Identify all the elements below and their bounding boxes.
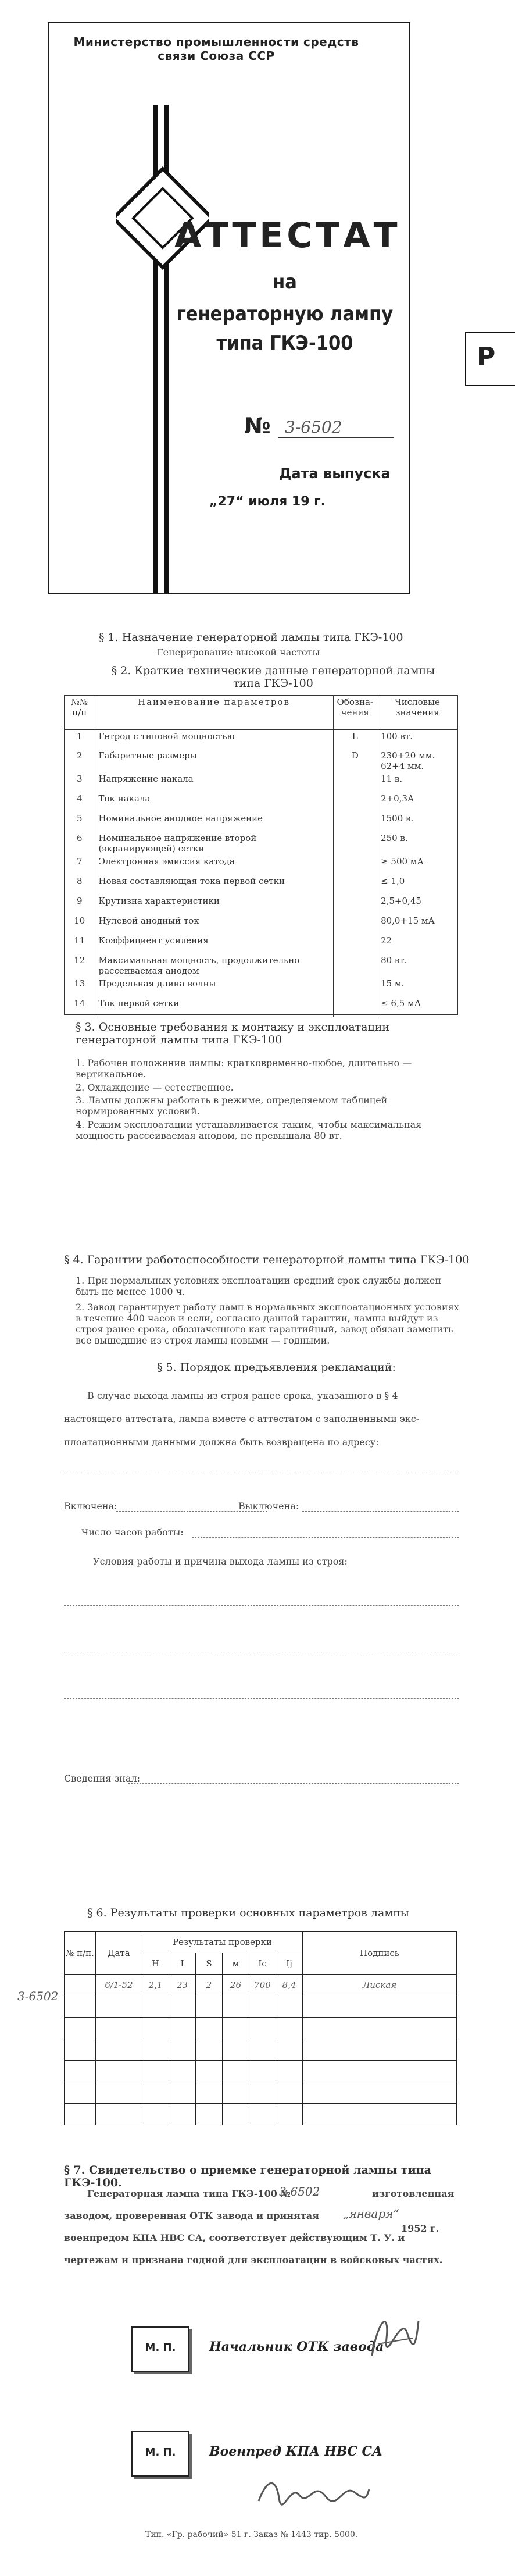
params-cell-value: 22: [377, 934, 457, 954]
section-3-item-4: 4. Режим эксплоатации устанавливается таким, чтобы максимальная мощность рассеиваемая анодом, не превышала 80 вт.: [76, 1119, 422, 1141]
military-signature: [256, 2472, 372, 2513]
params-cell-value: 15 м.: [377, 977, 457, 997]
results-param-header: Ic: [249, 1953, 276, 1975]
switched-off-label: Выключена:: [238, 1501, 299, 1512]
results-cell-empty[interactable]: [96, 1996, 142, 2018]
results-value-s: 2: [196, 1975, 223, 1996]
section-3-item-2: 2. Охлаждение — естественное.: [76, 1082, 234, 1093]
params-cell-symbol: [333, 792, 377, 812]
params-row: [65, 997, 457, 1017]
results-cell-empty[interactable]: [196, 2039, 223, 2061]
results-cell-empty[interactable]: [249, 2061, 276, 2082]
params-cell-num: 4: [76, 793, 83, 804]
params-cell-num: 3: [76, 774, 83, 784]
params-cell-num: 6: [76, 833, 83, 843]
stamp-label-military: М. П.: [145, 2446, 176, 2459]
cover-line-lamp: генераторную лампу: [176, 302, 394, 326]
results-cell-empty[interactable]: [65, 2061, 96, 2082]
section-7-lamp-number: 3-6502: [279, 2185, 320, 2199]
params-cell-name: Габаритные размеры: [95, 749, 333, 772]
params-cell-symbol: [333, 934, 377, 954]
params-cell-num: 13: [74, 978, 85, 989]
section-4-p2: 2. Завод гарантирует работу ламп в нормальных эксплоатационных условиях в течение 400 часов и если, согласно данной гарантии, лампы выйдут из строя ранее срока, обозначенного как гарантийный, завод обязан заменить все вышедшие из строя лампы новыми — годными.: [76, 1302, 459, 1346]
params-cell-num: 7: [76, 856, 83, 867]
params-cell-value: 250 в.: [377, 832, 457, 855]
params-col-num: №№ п/п: [65, 696, 95, 729]
params-cell-name: Предельная длина волны: [95, 977, 333, 997]
cover-title: АТТЕСТАТ: [174, 215, 401, 256]
params-cell-num: 12: [74, 955, 85, 965]
cover-line-na: на: [273, 270, 297, 294]
params-table: [65, 696, 457, 1017]
results-value-i: 23: [169, 1975, 196, 1996]
side-serial-number: 3-6502: [17, 1989, 59, 2003]
switched-on-label: Включена:: [64, 1501, 117, 1512]
params-cell-name: Напряжение накала: [95, 772, 333, 792]
otk-chief-label: Начальник ОТК завода: [209, 2339, 384, 2354]
results-col-num: № п/п.: [65, 1932, 96, 1975]
params-cell-symbol: [333, 772, 377, 792]
params-cell-name: Ток первой сетки: [95, 997, 333, 1017]
results-param-header: Ij: [276, 1953, 303, 1975]
results-value-m: 26: [223, 1975, 249, 1996]
results-cell-empty[interactable]: [303, 2061, 457, 2082]
results-cell-empty[interactable]: [142, 2018, 169, 2039]
side-tab: [465, 332, 515, 386]
results-cell-empty[interactable]: [303, 2104, 457, 2125]
results-cell-empty[interactable]: [276, 2039, 303, 2061]
results-cell-empty[interactable]: [96, 2018, 142, 2039]
results-cell-empty[interactable]: [196, 2018, 223, 2039]
params-cell-value: 100 вт.: [377, 729, 457, 749]
results-cell-empty[interactable]: [303, 2018, 457, 2039]
params-cell-symbol: [333, 914, 377, 934]
results-row-empty: [65, 2104, 457, 2125]
params-table-frame: [64, 695, 458, 1015]
results-cell-empty[interactable]: [169, 2061, 196, 2082]
section-5-title: § 5. Порядок предъявления рекламаций:: [157, 1361, 396, 1374]
params-cell-symbol: [333, 875, 377, 895]
params-row: [65, 832, 457, 855]
section-7-line-4: чертежам и признана годной для эксплоатации в войсковых частях.: [64, 2254, 443, 2265]
params-cell-name: Максимальная мощность, продолжительно рассеиваемая анодом: [95, 954, 333, 977]
results-param-header: H: [142, 1953, 169, 1975]
section-7-line-3a: военпредом КПА НВС СА, соответствует действующим Т. У. и: [64, 2232, 405, 2243]
results-cell-empty[interactable]: [65, 2039, 96, 2061]
results-cell-empty[interactable]: [65, 2082, 96, 2104]
params-cell-symbol: [333, 895, 377, 914]
stamp-label-otk: М. П.: [145, 2342, 176, 2354]
results-cell-empty[interactable]: [96, 2082, 142, 2104]
params-row: [65, 729, 457, 749]
params-cell-num: 10: [74, 915, 85, 926]
section-4-p1: 1. При нормальных условиях эксплоатации средний срок службы должен быть не менее 1000 ч.: [76, 1275, 441, 1297]
conditions-label: Условия работы и причина выхода лампы из строя:: [93, 1556, 348, 1567]
params-row: [65, 977, 457, 997]
results-row-date: 6/1-52: [96, 1975, 142, 1996]
params-cell-value: ≥ 500 мА: [377, 855, 457, 875]
params-row: [65, 812, 457, 832]
conditions-line-3[interactable]: [64, 1698, 459, 1699]
results-row-empty: [65, 2082, 457, 2104]
results-cell-empty[interactable]: [169, 2082, 196, 2104]
section-5-p3: плоатационными данными должна быть возвращена по адресу:: [64, 1437, 379, 1448]
results-row-num: [65, 1975, 96, 1996]
params-row: [65, 914, 457, 934]
results-cell-empty[interactable]: [169, 1996, 196, 2018]
results-cell-empty[interactable]: [196, 2061, 223, 2082]
results-cell-empty[interactable]: [223, 1996, 249, 2018]
results-cell-empty[interactable]: [249, 1996, 276, 2018]
results-cell-empty[interactable]: [223, 2061, 249, 2082]
results-row-empty: [65, 2061, 457, 2082]
params-row: [65, 934, 457, 954]
results-cell-empty[interactable]: [96, 2039, 142, 2061]
results-row-sign: Лиская: [303, 1975, 457, 1996]
cover-number-value: 3-6502: [285, 418, 342, 437]
params-cell-value: 11 в.: [377, 772, 457, 792]
params-cell-symbol: L: [333, 729, 377, 749]
params-cell-value: 80,0+15 мА: [377, 914, 457, 934]
results-cell-empty[interactable]: [303, 2082, 457, 2104]
section-2-title: § 2. Краткие технические данные генераторной лампы типа ГКЭ-100: [111, 664, 435, 690]
section-4-title: § 4. Гарантии работоспособности генераторной лампы типа ГКЭ-100: [64, 1253, 470, 1266]
results-col-date: Дата: [96, 1932, 142, 1975]
results-cell-empty[interactable]: [276, 2018, 303, 2039]
params-col-symbol: Обозна-чения: [333, 696, 377, 729]
params-cell-value: 2+0,3А: [377, 792, 457, 812]
params-cell-value: 80 вт.: [377, 954, 457, 977]
results-col-results: Результаты проверки: [142, 1932, 303, 1953]
section-5-p2: настоящего аттестата, лампа вместе с аттестатом с заполненными экс-: [64, 1413, 420, 1424]
params-row: [65, 954, 457, 977]
results-cell-empty[interactable]: [142, 2104, 169, 2125]
section-3-title: § 3. Основные требования к монтажу и эксплоатации генераторной лампы типа ГКЭ-100: [76, 1021, 390, 1046]
params-row: [65, 895, 457, 914]
results-cell-empty[interactable]: [249, 2018, 276, 2039]
results-cell-empty[interactable]: [249, 2039, 276, 2061]
results-cell-empty[interactable]: [303, 1996, 457, 2018]
params-cell-value: ≤ 6,5 мА: [377, 997, 457, 1017]
results-value-ij: 8,4: [276, 1975, 303, 1996]
results-row-filled: [65, 1975, 457, 1996]
results-cell-empty[interactable]: [249, 2104, 276, 2125]
results-cell-empty[interactable]: [96, 2104, 142, 2125]
params-cell-num: 5: [76, 813, 83, 824]
params-cell-symbol: [333, 855, 377, 875]
params-cell-num: 8: [76, 876, 83, 886]
params-cell-name: Электронная эмиссия катода: [95, 855, 333, 875]
cover-number-line: [278, 437, 394, 438]
section-6-title: § 6. Результаты проверки основных параметров лампы: [87, 1907, 409, 1919]
results-value-h: 2,1: [142, 1975, 169, 1996]
params-cell-name: Нулевой анодный ток: [95, 914, 333, 934]
results-cell-empty[interactable]: [249, 2082, 276, 2104]
params-cell-value: 1500 в.: [377, 812, 457, 832]
params-row: [65, 772, 457, 792]
results-row-empty: [65, 2018, 457, 2039]
cover-line-type: типа ГКЭ-100: [216, 332, 353, 355]
results-cell-empty[interactable]: [223, 2104, 249, 2125]
results-row-empty: [65, 2039, 457, 2061]
results-value-ic: 700: [249, 1975, 276, 1996]
params-cell-num: 1: [76, 731, 83, 742]
params-cell-num: 14: [74, 998, 85, 1009]
params-cell-num: 2: [76, 750, 83, 761]
params-cell-name: Номинальное анодное напряжение: [95, 812, 333, 832]
results-cell-empty[interactable]: [196, 2104, 223, 2125]
params-cell-name: Гетрод с типовой мощностью: [95, 729, 333, 749]
results-cell-empty[interactable]: [223, 2039, 249, 2061]
section-1-title: § 1. Назначение генераторной лампы типа ГКЭ-100: [99, 631, 403, 644]
section-7-title: § 7. Свидетельство о приемке генераторной лампы типа ГКЭ-100.: [64, 2164, 431, 2189]
results-cell-empty[interactable]: [276, 2104, 303, 2125]
results-cell-empty[interactable]: [142, 1996, 169, 2018]
results-cell-empty[interactable]: [169, 2104, 196, 2125]
results-cell-empty[interactable]: [142, 2082, 169, 2104]
results-param-header: S: [196, 1953, 223, 1975]
cover-ministry: Министерство промышленности средств связи Союза ССР: [73, 35, 359, 63]
results-cell-empty[interactable]: [196, 1996, 223, 2018]
results-cell-empty[interactable]: [142, 2061, 169, 2082]
params-cell-name: Номинальное напряжение второй (экранирующей) сетки: [95, 832, 333, 855]
params-cell-symbol: [333, 832, 377, 855]
results-cell-empty[interactable]: [196, 2082, 223, 2104]
info-field[interactable]: [128, 1783, 459, 1784]
results-cell-empty[interactable]: [169, 2039, 196, 2061]
params-cell-symbol: D: [333, 749, 377, 772]
results-table: [64, 1931, 457, 2125]
switched-off-field[interactable]: [302, 1511, 459, 1512]
section-7-line-2a: заводом, проверенная ОТК завода и принятая: [64, 2210, 319, 2221]
params-cell-num: 11: [74, 935, 85, 946]
params-cell-name: Ток накала: [95, 792, 333, 812]
side-tab-letter: Р: [477, 342, 496, 372]
params-cell-num: 9: [76, 896, 83, 906]
params-cell-name: Новая составляющая тока первой сетки: [95, 875, 333, 895]
results-cell-empty[interactable]: [223, 2018, 249, 2039]
section-7-accept-date: „января“: [343, 2207, 399, 2221]
otk-signature: [360, 2303, 424, 2367]
footer-imprint: Тип. «Гр. рабочий» 51 г. Заказ № 1443 тир. 5000.: [145, 2530, 358, 2539]
params-cell-symbol: [333, 954, 377, 977]
params-cell-name: Коэффициент усиления: [95, 934, 333, 954]
results-cell-empty[interactable]: [65, 2018, 96, 2039]
results-row-empty: [65, 1996, 457, 2018]
hours-field[interactable]: [192, 1537, 459, 1538]
params-row: [65, 855, 457, 875]
results-param-header: м: [223, 1953, 249, 1975]
results-param-header: I: [169, 1953, 196, 1975]
hours-label: Число часов работы:: [81, 1527, 184, 1538]
info-label: Сведения знал:: [64, 1773, 141, 1784]
stamp-box-otk: [131, 2326, 189, 2372]
section-7-line-1b: изготовленная: [372, 2188, 455, 2199]
results-cell-empty[interactable]: [65, 2104, 96, 2125]
results-col-sign: Подпись: [303, 1932, 457, 1975]
results-cell-empty[interactable]: [223, 2082, 249, 2104]
section-5-p1: В случае выхода лампы из строя ранее срока, указанного в § 4: [87, 1390, 398, 1401]
params-col-value: Числовые значения: [377, 696, 457, 729]
results-cell-empty[interactable]: [276, 2082, 303, 2104]
params-cell-value: 230+20 мм. 62+4 мм.: [377, 749, 457, 772]
params-row: [65, 875, 457, 895]
params-cell-symbol: [333, 997, 377, 1017]
section-1-subtitle: Генерирование высокой частоты: [157, 647, 320, 658]
section-3-item-3: 3. Лампы должны работать в режиме, определяемом таблицей нормированных условий.: [76, 1095, 388, 1117]
results-cell-empty[interactable]: [65, 1996, 96, 2018]
section-3-item-1: 1. Рабочее положение лампы: кратковременно-любое, длительно — вертикальное.: [76, 1057, 412, 1079]
params-cell-symbol: [333, 812, 377, 832]
section-7-year: 1952 г.: [401, 2223, 439, 2234]
cover-number-label: №: [244, 413, 271, 439]
params-cell-name: Крутизна характеристики: [95, 895, 333, 914]
params-row: [65, 749, 457, 772]
section-7-line-1a: Генераторная лампа типа ГКЭ-100 №: [87, 2188, 291, 2199]
conditions-line-1[interactable]: [64, 1605, 459, 1606]
results-cell-empty[interactable]: [276, 1996, 303, 2018]
params-cell-value: 2,5+0,45: [377, 895, 457, 914]
params-cell-value: ≤ 1,0: [377, 875, 457, 895]
military-rep-label: Военпред КПА НВС СА: [209, 2444, 382, 2459]
results-cell-empty[interactable]: [303, 2039, 457, 2061]
params-row: [65, 792, 457, 812]
results-cell-empty[interactable]: [142, 2039, 169, 2061]
results-cell-empty[interactable]: [276, 2061, 303, 2082]
params-col-name: Наименование параметров: [95, 696, 333, 729]
cover-date-fill: „27“ июля 19 г.: [209, 494, 326, 509]
cover-date-label: Дата выпуска: [279, 465, 391, 482]
results-cell-empty[interactable]: [169, 2018, 196, 2039]
stamp-box-military: [131, 2431, 189, 2477]
params-cell-symbol: [333, 977, 377, 997]
results-cell-empty[interactable]: [96, 2061, 142, 2082]
